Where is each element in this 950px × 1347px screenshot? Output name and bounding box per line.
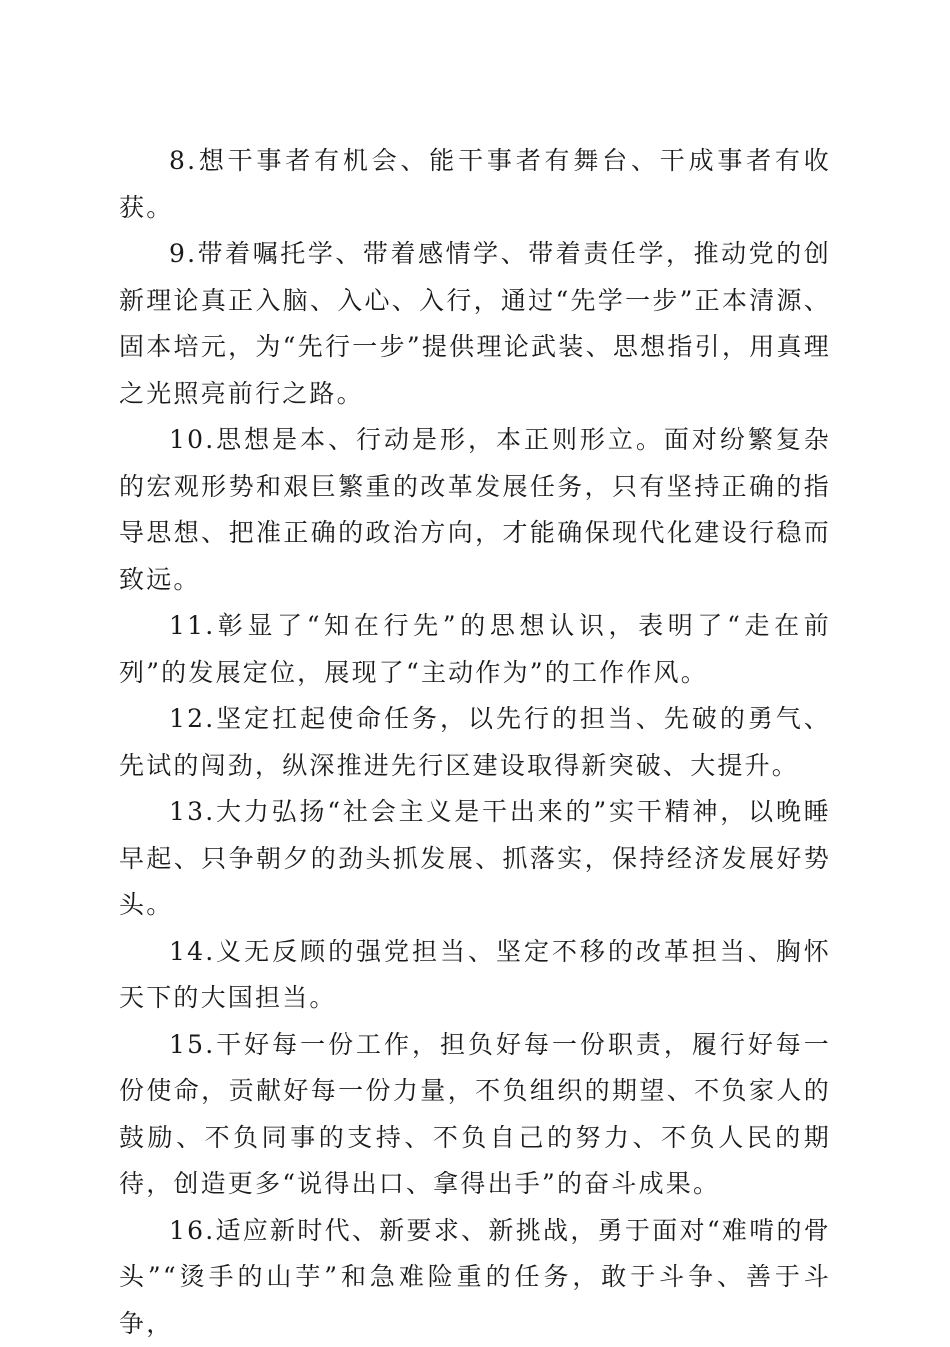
paragraph-14: 14.义无反顾的强党担当、坚定不移的改革担当、胸怀天下的大国担当。 (119, 929, 831, 1022)
paragraph-16: 16.适应新时代、新要求、新挑战，勇于面对“难啃的骨头”“烫手的山芋”和急难险重的任务，敢于斗争、善于斗争， (119, 1208, 831, 1347)
paragraph-11: 11.彰显了“知在行先”的思想认识，表明了“走在前列”的发展定位，展现了“主动作为”的工作作风。 (119, 603, 831, 696)
paragraph-15: 15.干好每一份工作，担负好每一份职责，履行好每一份使命，贡献好每一份力量，不负组织的期望、不负家人的鼓励、不负同事的支持、不负自己的努力、不负人民的期待，创造更多“说得出口、拿得出手”的奋斗成果。 (119, 1022, 831, 1208)
paragraph-10: 10.思想是本、行动是形，本正则形立。面对纷繁复杂的宏观形势和艰巨繁重的改革发展任务，只有坚持正确的指导思想、把准正确的政治方向，才能确保现代化建设行稳而致远。 (119, 417, 831, 603)
paragraph-8: 8.想干事者有机会、能干事者有舞台、干成事者有收获。 (119, 138, 831, 231)
document-body (119, 138, 831, 1347)
paragraph-12: 12.坚定扛起使命任务，以先行的担当、先破的勇气、先试的闯劲，纵深推进先行区建设取得新突破、大提升。 (119, 696, 831, 789)
paragraph-9: 9.带着嘱托学、带着感情学、带着责任学，推动党的创新理论真正入脑、入心、入行，通过“先学一步”正本清源、固本培元，为“先行一步”提供理论武装、思想指引，用真理之光照亮前行之路。 (119, 231, 831, 417)
paragraph-13: 13.大力弘扬“社会主义是干出来的”实干精神，以晚睡早起、只争朝夕的劲头抓发展、抓落实，保持经济发展好势头。 (119, 789, 831, 929)
